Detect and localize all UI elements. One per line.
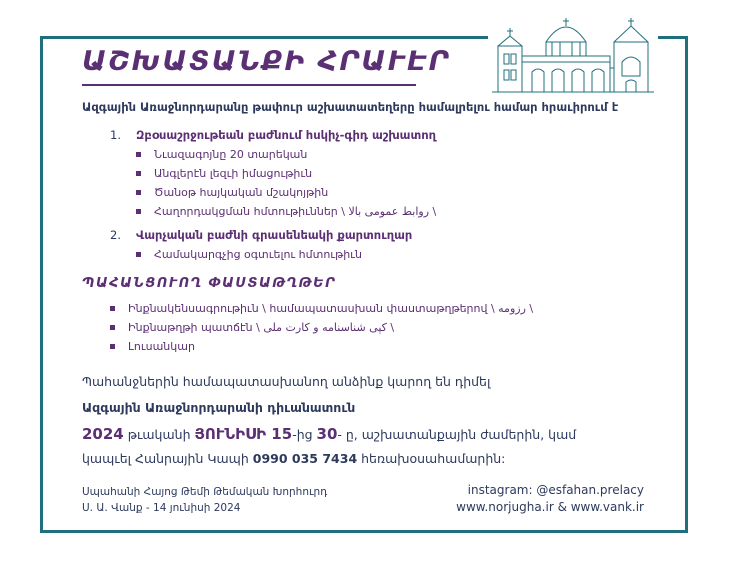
section-1-title: Զբօսաշրջութեան բաժնում հսկիչ-գիդ աշխատող — [136, 128, 436, 142]
year: 2024 — [82, 425, 124, 443]
footer-websites[interactable]: www.norjugha.ir & www.vank.ir — [456, 500, 644, 514]
contact-line-3 — [82, 425, 576, 443]
section-2-title: Վարչական բաժնի գրասենեակի քարտուղար — [136, 228, 413, 242]
section-1-number: 1. — [110, 128, 121, 142]
bullet-text: Ծանօթ հայկական մշակոյթին — [154, 186, 329, 199]
bullet-text: Անգլերէն լեզւի իմացութիւն — [154, 167, 313, 180]
bullet-text: Հաղորդակցման հմտութիւններ \ روابط عمومی بالا \ — [154, 205, 437, 218]
month: ՅՈՒՆԻՍԻ 15 — [194, 425, 293, 443]
footer-place-date: Ս. Ա. Վանք - 14 յունիսի 2024 — [82, 502, 241, 514]
bullet-text: Համակարգչից օգտւելու հմտութիւն — [154, 248, 362, 261]
title-underline — [82, 84, 416, 86]
church-illustration — [488, 12, 658, 98]
text-segment: թւականի — [123, 427, 195, 442]
requirement-text: Ինքնաթղթի պատճէն \ کپی شناسنامه و کارت ملی \ — [128, 321, 395, 334]
requirement-text: Լուսանկար — [128, 340, 195, 353]
section-1-heading — [110, 128, 436, 142]
phone-number: 0990 035 7434 — [252, 451, 358, 466]
requirement-item — [110, 321, 394, 334]
text-segment: - ը, աշխատանքային ժամերին, կամ — [337, 427, 577, 442]
requirement-item — [110, 340, 195, 353]
section-1-bullet — [136, 167, 312, 180]
intro-text: Ազգային Առաջնորդարանը թափուր աշխատատեղերը համալրելու համար հրաւիրում է — [82, 100, 619, 114]
section-1-bullet — [136, 186, 328, 199]
section-2-bullet — [136, 248, 362, 261]
text-segment: -ից — [292, 427, 317, 442]
end-day: 30 — [316, 425, 338, 443]
bullet-text: Նւազագոյնը 20 տարեկան — [154, 148, 308, 161]
section-2-number: 2. — [110, 228, 121, 242]
section-1-bullet — [136, 148, 307, 161]
requirement-text: Ինքնակենսագրութիւն \ համապատասխան փաստաթղթերով \ رزومه \ — [128, 302, 534, 315]
requirement-item — [110, 302, 533, 315]
section-2-heading — [110, 228, 412, 242]
section-1-bullet — [136, 205, 436, 218]
church-drawing — [488, 12, 658, 98]
footer-instagram[interactable]: instagram: @esfahan.prelacy — [467, 483, 644, 497]
contact-line-4 — [82, 451, 505, 466]
page-title: ԱՇԽԱՏԱՆՔԻ ՀՐԱՒԷՐ — [82, 46, 451, 77]
footer-organization: Սպահանի Հայոց Թեմի Թեմական Խորհուրդ — [82, 486, 328, 498]
requirements-title: ՊԱՀԱՆՑՈՒՈՂ ՓԱՍՏԱԹՂԹԵՐ — [82, 276, 337, 291]
contact-line-2: Ազգային Առաջնորդարանի դիւանատուն — [82, 400, 356, 415]
text-segment: կապւել Հանրային Կապի — [82, 451, 253, 466]
text-segment: հեռախօսահամարին: — [357, 451, 506, 466]
contact-line-1: Պահանջներին համապատասխանող անձինք կարող են դիմել — [82, 374, 491, 389]
